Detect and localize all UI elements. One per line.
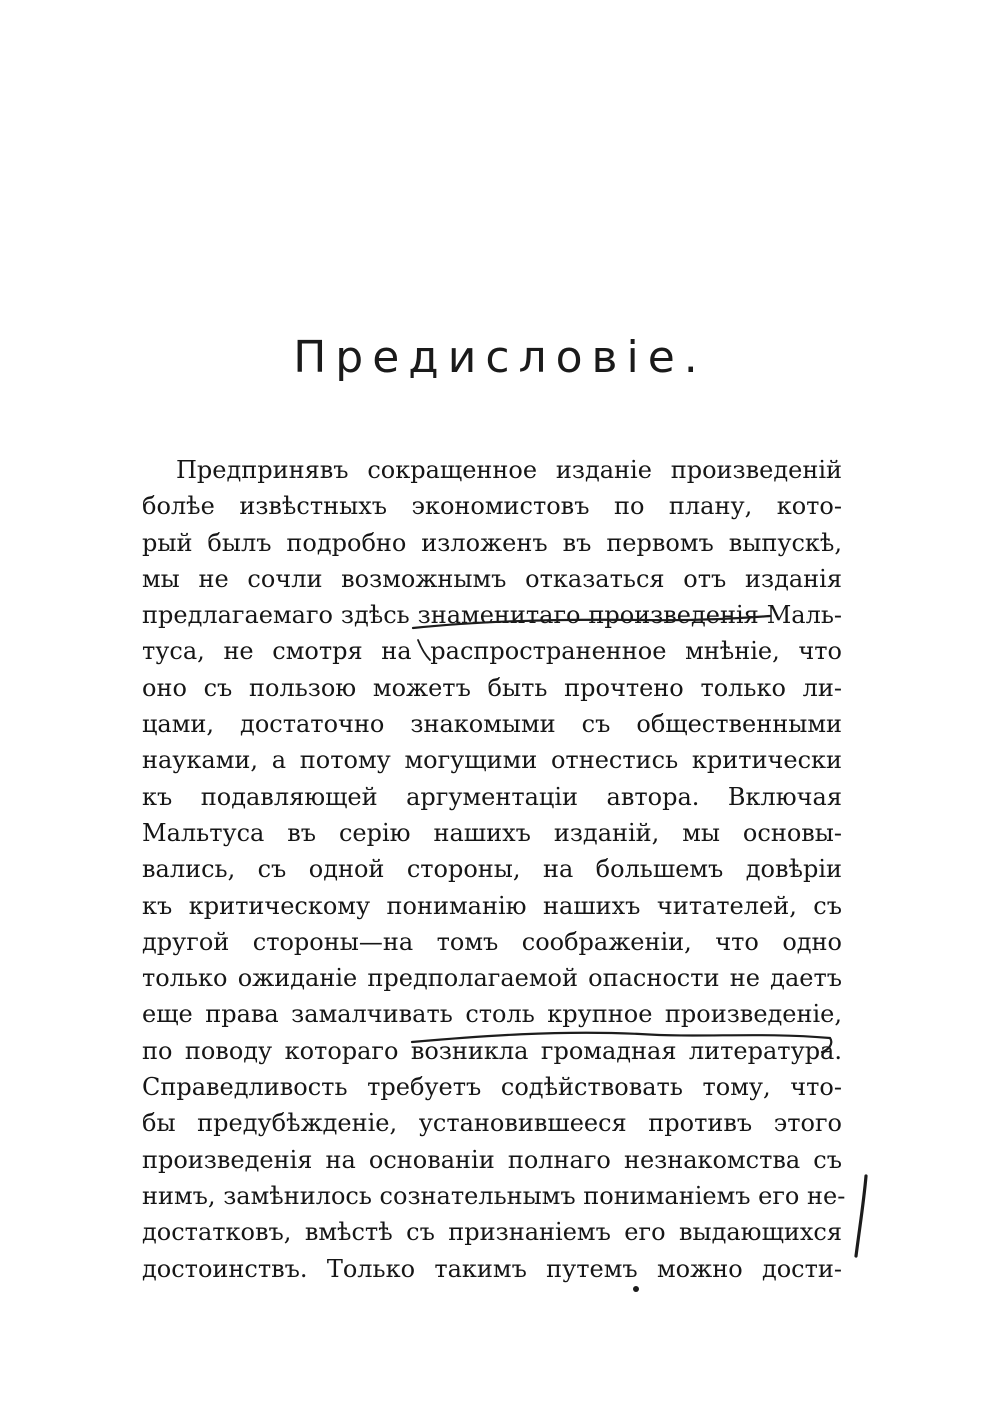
text-line: мы не сочли возможнымъ отказаться отъ изданія bbox=[142, 564, 842, 593]
preface-text bbox=[142, 452, 846, 1287]
text-line: науками, а потому могущими отнестись критически bbox=[142, 746, 842, 775]
text-line: оно съ пользою можетъ быть прочтено только ли- bbox=[142, 673, 842, 702]
text-line: болѣе извѣстныхъ экономистовъ по плану, кото- bbox=[142, 492, 842, 521]
text-line: другой стороны—на томъ соображеніи, что одно bbox=[142, 927, 842, 956]
page-title: Предисловіе. bbox=[293, 332, 707, 383]
text-line: еще права замалчивать столь крупное произведеніе, bbox=[142, 1000, 842, 1029]
text-line: бы предубѣжденіе, установившееся противъ этого bbox=[142, 1109, 842, 1138]
text-line: по поводу котораго возникла громадная литература. bbox=[142, 1036, 842, 1065]
text-line: къ подавляющей аргументаціи автора. Включая bbox=[142, 782, 842, 811]
text-line: произведенія на основаніи полнаго незнакомства съ bbox=[142, 1145, 842, 1174]
text-line: рый былъ подробно изложенъ въ первомъ выпускѣ, bbox=[142, 528, 842, 557]
text-line: цами, достаточно знакомыми съ общественными bbox=[142, 710, 842, 739]
text-line: Предпринявъ сокращенное изданіе произведеній bbox=[176, 456, 842, 484]
text-line: туса, не смотря на распространенное мнѣніе, что bbox=[142, 637, 842, 666]
ink-dot bbox=[633, 1286, 639, 1292]
text-line: вались, съ одной стороны, на большемъ довѣріи bbox=[142, 855, 842, 884]
margin-line-mark bbox=[856, 1176, 866, 1256]
text-line: достоинствъ. Только такимъ путемъ можно дости- bbox=[142, 1254, 842, 1283]
text-line: къ критическому пониманію нашихъ читателей, съ bbox=[142, 891, 842, 920]
text-line: Справедливость требуетъ содѣйствовать тому, что- bbox=[142, 1073, 842, 1102]
text-line: нимъ, замѣнилось сознательнымъ пониманіемъ его не- bbox=[142, 1181, 846, 1210]
text-line: только ожиданіе предполагаемой опасности не даетъ bbox=[142, 964, 842, 993]
text-line: Мальтуса въ серію нашихъ изданій, мы основы- bbox=[142, 818, 842, 847]
text-line: достатковъ, вмѣстѣ съ признаніемъ его выдающихся bbox=[142, 1218, 842, 1247]
text-line: предлагаемаго здѣсь знаменитаго произведенія Маль- bbox=[142, 601, 842, 630]
